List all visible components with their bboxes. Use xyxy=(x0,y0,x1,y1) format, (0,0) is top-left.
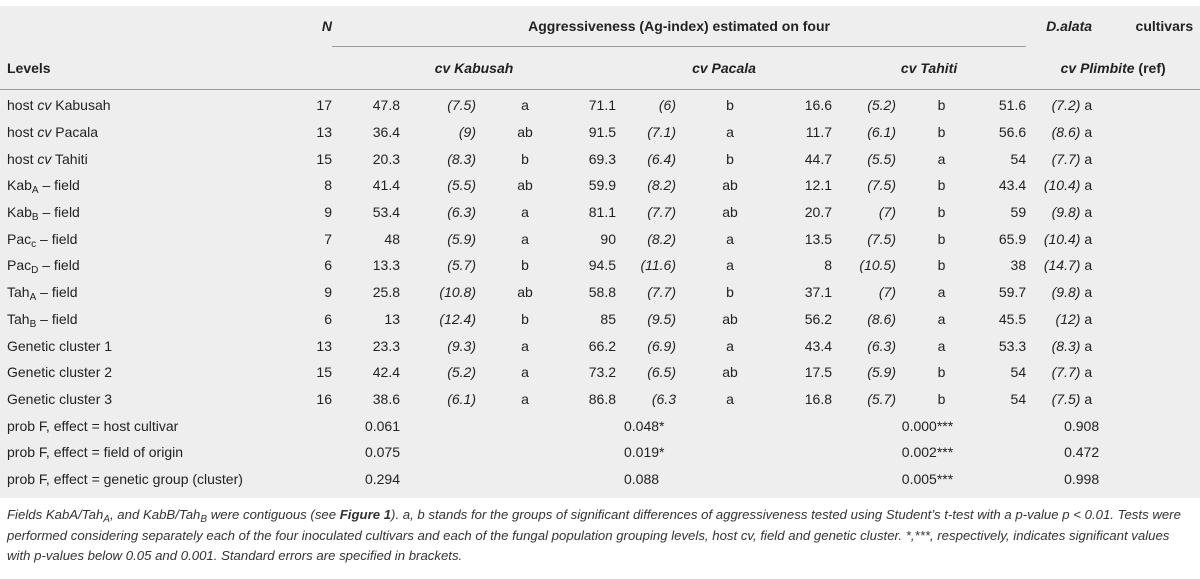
tahiti-value: 20.7 xyxy=(804,204,832,221)
kabusah-value: 36.4 xyxy=(372,124,400,141)
pacala-se: (11.6) xyxy=(640,257,676,274)
kabusah-value: 41.4 xyxy=(372,177,400,194)
table-row xyxy=(0,199,1200,226)
table-footnote: Fields KabA/Tah$_A$, and KabB/Tah$_B$ were contiguous (see Figure 1). a, b stands for the groups of significant differences of aggressiveness tested using Student’s t-test with a p-value p < 0.01. Tests were performed considering separately each of the four inoculated cultivars and each of the fungal population grouping levels, host cv, field and genetic cluster. *,***, respectively, indicates significant values with p-values below 0.05 and 0.001. Standard errors are specified in brackets. xyxy=(7,507,1181,563)
n-cell: 13 xyxy=(316,124,332,141)
prob-kabusah: 0.294 xyxy=(364,470,400,487)
prob-gap xyxy=(480,466,570,493)
tahiti-se: (8.6) xyxy=(867,310,896,327)
prob-tahiti: 0.005*** xyxy=(901,470,954,487)
kabusah-se: (6.3) xyxy=(447,204,476,221)
tahiti-group: b xyxy=(937,390,946,407)
tahiti-value: 56.2 xyxy=(804,310,832,327)
prob-label: prob F, effect = host cultivar xyxy=(7,417,179,434)
plimbite-se-group: (7.7) a xyxy=(1051,364,1093,381)
row-label: Pac$_c$ – field xyxy=(7,230,78,250)
pacala-group: a xyxy=(726,257,734,274)
kabusah-se: (5.2) xyxy=(447,364,476,381)
prob-pacala: 0.019* xyxy=(624,444,665,461)
kabusah-group: a xyxy=(521,97,529,114)
row-label: Genetic cluster 1 xyxy=(7,337,113,354)
kabusah-se: (12.4) xyxy=(439,310,476,327)
kabusah-se: (9.3) xyxy=(447,337,476,354)
prob-gap xyxy=(400,412,480,439)
n-cell: 9 xyxy=(324,204,332,221)
tahiti-group: b xyxy=(937,97,946,114)
pacala-value: 85 xyxy=(600,310,616,327)
kabusah-se: (5.9) xyxy=(447,230,476,247)
n-cell: 15 xyxy=(316,364,332,381)
pacala-group: ab xyxy=(722,310,738,327)
tahiti-value: 17.5 xyxy=(804,364,832,381)
plimbite-value: 54 xyxy=(1010,390,1027,407)
tahiti-se: (6.3) xyxy=(867,337,896,354)
kabusah-group: a xyxy=(521,337,529,354)
pacala-se: (6.5) xyxy=(647,364,676,381)
kabusah-value: 38.6 xyxy=(372,390,400,407)
table-row xyxy=(0,359,1200,386)
kabusah-group: a xyxy=(521,364,529,381)
tahiti-se: (5.2) xyxy=(867,97,896,114)
tahiti-se: (5.5) xyxy=(867,150,896,167)
n-cell: 17 xyxy=(316,97,332,114)
tahiti-group: b xyxy=(937,177,946,194)
plimbite-se-group: (7.5) a xyxy=(1051,390,1093,407)
table-row xyxy=(0,279,1200,306)
prob-gap xyxy=(1099,412,1200,439)
pacala-se: (8.2) xyxy=(647,177,676,194)
row-label: Genetic cluster 3 xyxy=(7,390,113,407)
plimbite-se-group: (9.8) a xyxy=(1051,284,1093,301)
pacala-value: 73.2 xyxy=(588,364,616,381)
prob-plimbite: 0.472 xyxy=(1064,444,1100,461)
row-label: Tah$_A$ – field xyxy=(7,284,78,304)
kabusah-value: 23.3 xyxy=(372,337,400,354)
table-row xyxy=(0,119,1200,146)
tahiti-value: 16.6 xyxy=(804,97,832,114)
header-row-2 xyxy=(0,47,1200,90)
kabusah-se: (10.8) xyxy=(439,284,476,301)
kabusah-value: 20.3 xyxy=(372,150,400,167)
kabusah-value: 53.4 xyxy=(372,204,400,221)
prob-gap xyxy=(400,466,480,493)
cultivars-header: cultivars xyxy=(1135,18,1194,35)
table-row xyxy=(0,172,1200,199)
table-row xyxy=(0,332,1200,359)
n-header: N xyxy=(321,18,332,35)
prob-kabusah: 0.075 xyxy=(364,444,400,461)
table-row xyxy=(0,90,1200,119)
pacala-se: (7.7) xyxy=(647,284,676,301)
row-label: host cv Tahiti xyxy=(7,150,88,167)
tahiti-value: 11.7 xyxy=(805,124,832,141)
plimbite-value: 59 xyxy=(1010,204,1027,221)
prob-gap xyxy=(983,466,1026,493)
pacala-value: 94.5 xyxy=(588,257,616,274)
levels-header: Levels xyxy=(0,47,290,90)
tahiti-se: (7.5) xyxy=(867,177,896,194)
pacala-group: ab xyxy=(722,204,738,221)
pacala-group: b xyxy=(726,284,734,301)
tahiti-value: 16.8 xyxy=(804,390,832,407)
tahiti-group: a xyxy=(937,150,946,167)
row-label: Kab$_A$ – field xyxy=(7,177,80,197)
prob-n-empty xyxy=(290,412,332,439)
prob-pacala: 0.088 xyxy=(624,470,660,487)
pacala-value: 86.8 xyxy=(588,390,616,407)
kabusah-se: (9) xyxy=(458,124,476,141)
plimbite-se-group: (10.4) a xyxy=(1043,230,1093,247)
tahiti-value: 12.1 xyxy=(804,177,832,194)
pacala-se: (6) xyxy=(658,97,676,114)
pacala-value: 90 xyxy=(600,230,616,247)
kabusah-value: 42.4 xyxy=(372,364,400,381)
prob-n-empty xyxy=(290,466,332,493)
pacala-group: a xyxy=(726,124,734,141)
kabusah-group: b xyxy=(521,150,529,167)
kabusah-se: (5.7) xyxy=(447,257,476,274)
prob-n-empty xyxy=(290,439,332,466)
prob-gap xyxy=(983,439,1026,466)
tahiti-group: b xyxy=(937,204,946,221)
prob-tahiti: 0.002*** xyxy=(901,444,954,461)
kabusah-group: ab xyxy=(517,284,533,301)
plimbite-value: 54 xyxy=(1010,150,1027,167)
table-row xyxy=(0,386,1200,413)
table-row xyxy=(0,252,1200,279)
n-cell: 9 xyxy=(324,284,332,301)
prob-row xyxy=(0,412,1200,439)
prob-gap xyxy=(570,466,616,493)
prob-gap xyxy=(480,439,570,466)
tahiti-value: 43.4 xyxy=(804,337,832,354)
plimbite-value: 38 xyxy=(1010,257,1027,274)
prob-gap xyxy=(778,439,832,466)
pacala-group: ab xyxy=(722,177,738,194)
tahiti-group: a xyxy=(937,284,946,301)
n-cell: 7 xyxy=(324,230,332,247)
kabusah-value: 13.3 xyxy=(372,257,400,274)
plimbite-value: 53.3 xyxy=(998,337,1027,354)
kabusah-value: 47.8 xyxy=(372,97,400,114)
row-label: host cv Kabusah xyxy=(7,97,111,114)
plimbite-se-group: (7.2) a xyxy=(1051,97,1093,114)
plimbite-se-group: (7.7) a xyxy=(1051,150,1093,167)
pacala-se: (8.2) xyxy=(647,230,676,247)
aggressiveness-table xyxy=(0,6,1200,492)
tahiti-se: (10.5) xyxy=(859,257,896,274)
pacala-se: (7.1) xyxy=(647,124,676,141)
tahiti-value: 8 xyxy=(824,257,832,274)
prob-gap xyxy=(1099,466,1200,493)
n-cell: 6 xyxy=(324,310,332,327)
kabusah-value: 25.8 xyxy=(372,284,400,301)
pacala-group: b xyxy=(726,150,734,167)
span-title: Aggressiveness (Ag-index) estimated on four xyxy=(332,6,1026,47)
prob-pacala: 0.048* xyxy=(624,417,665,434)
dalata-header: D.alata xyxy=(1046,18,1093,35)
plimbite-value: 54 xyxy=(1010,364,1027,381)
prob-plimbite: 0.998 xyxy=(1064,470,1100,487)
pacala-se: (6.3 xyxy=(651,390,676,407)
kabusah-se: (7.5) xyxy=(447,97,476,114)
pacala-se: (6.4) xyxy=(647,150,676,167)
kabusah-group: a xyxy=(521,390,529,407)
pacala-se: (6.9) xyxy=(647,337,676,354)
tahiti-group: b xyxy=(937,364,946,381)
prob-gap xyxy=(570,439,616,466)
plimbite-value: 51.6 xyxy=(998,97,1027,114)
prob-gap xyxy=(778,466,832,493)
prob-row xyxy=(0,466,1200,493)
row-label: Kab$_B$ – field xyxy=(7,204,80,224)
cv-plimbite-header: cv Plimbite (ref) xyxy=(1026,47,1200,90)
prob-plimbite: 0.908 xyxy=(1064,417,1100,434)
pacala-se: (7.7) xyxy=(647,204,676,221)
tahiti-group: b xyxy=(937,257,946,274)
plimbite-value: 59.7 xyxy=(998,284,1027,301)
pacala-value: 69.3 xyxy=(588,150,616,167)
tahiti-se: (5.7) xyxy=(867,390,896,407)
n-cell: 13 xyxy=(316,337,332,354)
tahiti-se: (7) xyxy=(878,284,896,301)
plimbite-value: 43.4 xyxy=(998,177,1027,194)
pacala-group: b xyxy=(726,97,734,114)
prob-label: prob F, effect = genetic group (cluster) xyxy=(7,470,243,487)
tahiti-value: 44.7 xyxy=(804,150,832,167)
tahiti-value: 37.1 xyxy=(804,284,832,301)
n-cell: 15 xyxy=(316,150,332,167)
kabusah-group: ab xyxy=(517,124,533,141)
kabusah-group: a xyxy=(521,230,529,247)
table-row xyxy=(0,306,1200,333)
table-row xyxy=(0,145,1200,172)
cv-pacala-header: cv Pacala xyxy=(616,47,832,90)
kabusah-value: 13 xyxy=(384,310,400,327)
prob-gap xyxy=(570,412,616,439)
tahiti-group: a xyxy=(937,337,946,354)
header-row-1 xyxy=(0,6,1200,47)
tahiti-group: b xyxy=(937,124,946,141)
pacala-value: 81.1 xyxy=(588,204,616,221)
pacala-value: 58.8 xyxy=(588,284,616,301)
prob-gap xyxy=(400,439,480,466)
prob-kabusah: 0.061 xyxy=(364,417,400,434)
prob-row xyxy=(0,439,1200,466)
n-cell: 6 xyxy=(324,257,332,274)
prob-gap xyxy=(1099,439,1200,466)
row-label: host cv Pacala xyxy=(7,124,99,141)
pacala-value: 66.2 xyxy=(588,337,616,354)
kabusah-se: (6.1) xyxy=(447,390,476,407)
prob-gap xyxy=(778,412,832,439)
kabusah-se: (5.5) xyxy=(447,177,476,194)
row-label: Tah$_B$ – field xyxy=(7,310,78,330)
plimbite-value: 65.9 xyxy=(998,230,1027,247)
cv-kabusah-header: cv Kabusah xyxy=(332,47,616,90)
plimbite-se-group: (12) a xyxy=(1055,310,1093,327)
pacala-group: ab xyxy=(722,364,738,381)
plimbite-se-group: (8.6) a xyxy=(1051,124,1093,141)
pacala-se: (9.5) xyxy=(647,310,676,327)
prob-label: prob F, effect = field of origin xyxy=(7,444,184,461)
prob-gap xyxy=(480,412,570,439)
pacala-value: 71.1 xyxy=(588,97,616,114)
plimbite-se-group: (9.8) a xyxy=(1051,204,1093,221)
plimbite-value: 56.6 xyxy=(998,124,1027,141)
kabusah-group: ab xyxy=(517,177,533,194)
plimbite-value: 45.5 xyxy=(998,310,1027,327)
cv-tahiti-header: cv Tahiti xyxy=(832,47,1026,90)
pacala-value: 91.5 xyxy=(588,124,616,141)
pacala-group: a xyxy=(726,337,734,354)
n-cell: 16 xyxy=(316,390,332,407)
prob-tahiti: 0.000*** xyxy=(901,417,954,434)
pacala-value: 59.9 xyxy=(588,177,616,194)
tahiti-se: (7.5) xyxy=(867,230,896,247)
table-row xyxy=(0,225,1200,252)
plimbite-se-group: (14.7) a xyxy=(1043,257,1093,274)
tahiti-group: a xyxy=(937,310,946,327)
tahiti-se: (7) xyxy=(878,204,896,221)
tahiti-group: b xyxy=(937,230,946,247)
n-cell: 8 xyxy=(324,177,332,194)
kabusah-value: 48 xyxy=(384,230,400,247)
kabusah-group: b xyxy=(521,310,529,327)
tahiti-se: (6.1) xyxy=(867,124,896,141)
tahiti-se: (5.9) xyxy=(867,364,896,381)
kabusah-se: (8.3) xyxy=(447,150,476,167)
plimbite-se-group: (10.4) a xyxy=(1043,177,1093,194)
row-label: Pac$_D$ – field xyxy=(7,257,80,277)
kabusah-group: b xyxy=(521,257,529,274)
row-label: Genetic cluster 2 xyxy=(7,364,113,381)
pacala-group: a xyxy=(726,230,734,247)
kabusah-group: a xyxy=(521,204,529,221)
prob-gap xyxy=(983,412,1026,439)
tahiti-value: 13.5 xyxy=(804,230,832,247)
pacala-group: a xyxy=(726,390,734,407)
plimbite-se-group: (8.3) a xyxy=(1051,337,1093,354)
